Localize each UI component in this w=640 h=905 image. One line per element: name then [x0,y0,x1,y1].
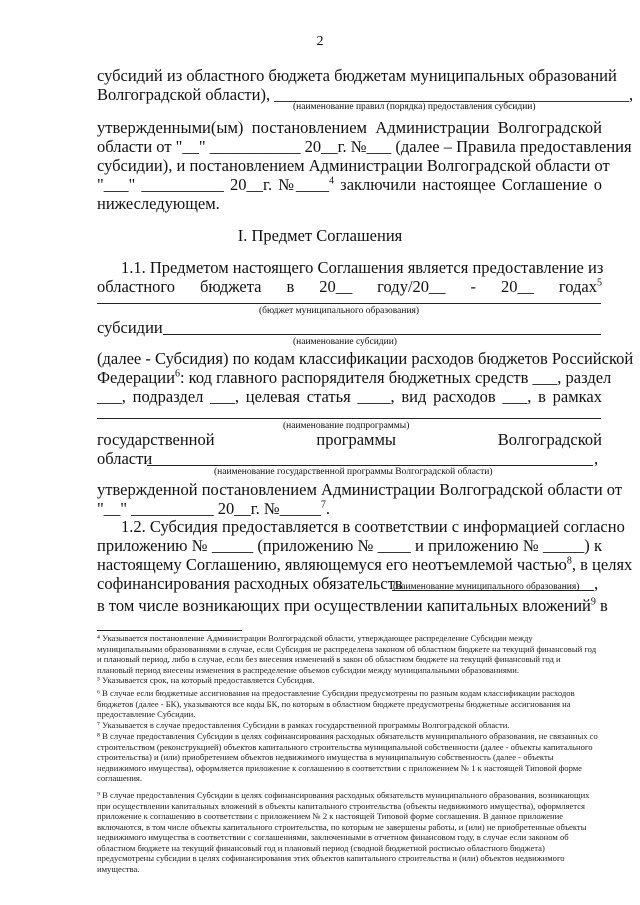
footnote-line: ⁷ Указывается в случае предоставления Субсидии в рамках государственной программы Волгоградской области. [97,720,510,730]
caption-state-program: (наименование государственной программы Волгоградской области) [214,467,493,477]
footnote-line: бюджетов (далее - БК), указываются все коды БК, по которым в областном бюджете предусмотрены бюджетные ассигнования на [97,698,571,709]
footnote-separator [97,630,242,631]
s11-line-8-comma: , [594,449,599,468]
s12-line-4-comma: , [594,574,599,593]
s11-line-7: государственной программы Волгоградской [97,430,602,449]
footnote-line: предоставление Субсидии. [97,709,196,719]
intro-line-6 [97,175,602,195]
footnote-line: предусмотрены субсидии в целях софинансирования этих объектов капитального строительства и (или) объектов недвижимого [97,853,565,863]
intro-line-4: области от "__" ___________ 20__г. №___ (далее – Правила предоставления [97,137,632,156]
s11-line-3: субсидии [97,318,163,337]
s11-line-10-text-b: . [325,499,330,518]
blank-line-subprogram [97,418,601,419]
footnote-line: ⁴ Указывается постановление Администрации Волгоградской области, утверждающее распределение Субсидии между [97,633,533,643]
s12-line-5-text-a: в том числе возникающих при осуществлении капитальных вложений [97,596,591,615]
caption-rules-name: (наименование правил (порядка) предоставления субсидии) [293,102,536,112]
section-title: I. Предмет Соглашения [237,226,403,245]
footnote-ref-7: 7 [320,499,326,511]
s11-line-2-text: областного бюджета в 20__ году/20__ - 20__ годах [97,277,597,296]
s11-line-2 [97,277,602,297]
blank-line-subsidy-name [163,334,601,335]
caption-municipality: (наименование муниципального образования) [393,582,580,592]
footnote-ref-8: 8 [566,555,572,567]
s11-line-9: утвержденной постановлением Администрации Волгоградской области от [97,480,623,499]
footnote-line: ⁶ В случае если бюджетные ассигнования на предоставление Субсидии предусмотрены по разным кодам классификации расходов [97,688,575,698]
footnote-line: недвижимого имущества в соответствии с соглашениями, заключенными в отчетном финансовом году, в случае если законом об [97,832,569,842]
s11-line-6: ___, подраздел ___, целевая статья ____, вид расходов ___, в рамках [97,387,602,406]
footnote-line: строительством (реконструкцией) объектов капитального строительства муниципальной собственности (далее - объекты капитального [97,741,593,752]
s11-line-5-text-b: : код главного распорядителя бюджетных средств ___, раздел [179,368,612,387]
s11-line-1: 1.1. Предметом настоящего Соглашения является предоставление из [121,258,604,277]
s12-line-3 [97,555,633,575]
s11-line-4: (далее - Субсидия) по кодам классификации расходов бюджетов Российской [97,349,634,368]
footnote-line: ⁹ В случае предоставления Субсидии в целях софинансирования расходных обязательств муниципального образования, возникающих [97,790,590,800]
s11-line-10-text-a: "__" __________ 20__г. №_____ [97,499,321,518]
intro-line-6-text-a: "___" __________ 20__г. №____ [97,175,330,194]
footnote-line: областном бюджете на текущий финансовый год и плановый период (сводной бюджетной росписью областного бюджета) [97,842,545,853]
s11-line-5-text-a: Федерации [97,368,175,387]
s11-line-5 [97,368,612,388]
s11-line-10 [97,499,602,519]
s12-line-4: софинансирования расходных обязательств [97,574,403,593]
blank-line-state-program [147,465,593,466]
intro-line-7: нижеследующем. [97,194,220,213]
caption-subsidy-name: (наименование субсидии) [293,337,397,347]
footnote-line: плановый период внесены изменения в распределение объемов субсидии между муниципальными образованиями. [97,664,519,675]
s12-line-5 [97,596,608,616]
s12-line-2: приложению № _____ (приложению № ____ и приложению № _____) к [97,536,602,555]
intro-line-2: Волгоградской области), ___________________________________________, [97,85,634,104]
footnote-line: и плановый период, либо в случае, если без внесения изменений в закон об областном бюджете на текущий финансовый год и [97,654,561,664]
footnote-line: муниципальными образованиями в случае, если Субсидия не распределена законом об областном бюджете на текущий финансовый год [97,643,597,654]
intro-line-5: субсидии), и постановлением Администрации Волгоградской области от [97,156,610,175]
intro-line-1: субсидий из областного бюджета бюджетам муниципальных образований [97,66,617,85]
footnote-line: недвижимого имущества), оформляется приложение к соглашению в соответствии с приложением № 1 к настоящей Типовой форме [97,762,582,773]
intro-line-3: утвержденными(ым) постановлением Администрации Волгоградской [97,118,602,137]
footnote-line: при осуществлении капитальных вложений в объекты капитального строительства (объекты недвижимого имущества), оформляется [97,800,585,811]
footnote-ref-5: 5 [597,277,602,289]
blank-line-budget [97,303,601,304]
footnote-ref-9: 9 [590,596,596,608]
s12-line-1: 1.2. Субсидия предоставляется в соответствии с информацией согласно [121,517,625,536]
caption-budget: (бюджет муниципального образования) [259,306,420,316]
footnote-line: соглашения. [97,773,143,783]
s12-line-3-text-a: настоящему Соглашению, являющемуся его неотъемлемой частью [97,555,567,574]
footnote-line: ⁸ В случае предоставления Субсидии в целях софинансирования расходных обязательств муниципального образования, не связанных со [97,731,598,741]
footnote-ref-6: 6 [174,368,180,380]
footnote-line: включаются, в том числе объекты капитального строительства, по которым не завершены работы, и (или) не приобретенные объекты [97,821,587,832]
caption-subprogram: (наименование подпрограммы) [283,421,410,431]
intro-line-6-text-b: заключили настоящее Соглашение о [334,175,602,194]
footnote-ref-4: 4 [329,175,335,187]
s11-line-8: области [97,449,153,468]
footnote-line: ⁵ Указывается срок, на который предоставляется Субсидия. [97,675,315,685]
footnote-line: приложение к соглашению в соответствии с приложением № 2 к настоящей Типовой форме соглашения. В данное приложение [97,811,564,821]
s12-line-3-text-b: , в целях [571,555,633,574]
s12-line-5-text-b: в [595,596,608,615]
page-number: 2 [316,34,324,49]
footnote-line: имущества. [97,863,140,874]
footnote-line: строительства) и (или) приобретением объектов недвижимого имущества в муниципальную собственность (далее - объекты [97,752,554,762]
